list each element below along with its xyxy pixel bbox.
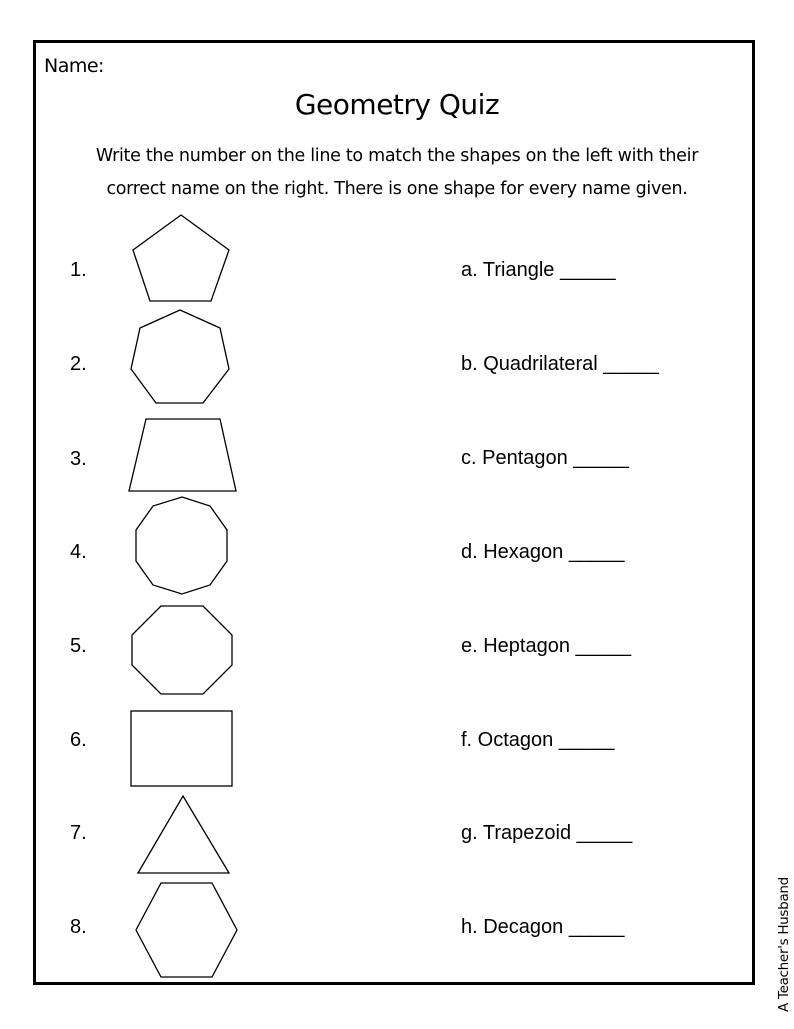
shape-number-4: 4. [70, 541, 87, 563]
answer-decagon: h. Decagon _____ [461, 916, 625, 938]
answer-pentagon: c. Pentagon _____ [461, 447, 629, 469]
answer-hexagon: d. Hexagon _____ [461, 541, 625, 563]
instructions-line-2: correct name on the right. There is one shape for every name given. [106, 179, 688, 199]
name-label: Name: [44, 55, 104, 77]
answer-octagon: f. Octagon _____ [461, 729, 615, 751]
page-title: Geometry Quiz [294, 88, 500, 121]
shape-number-5: 5. [70, 635, 87, 657]
hexagon-shape [136, 883, 237, 977]
answer-heptagon: e. Heptagon _____ [461, 635, 632, 657]
rectangle-shape [131, 711, 232, 786]
shape-number-8: 8. [70, 916, 87, 938]
shape-number-7: 7. [70, 822, 87, 844]
shape-number-3: 3. [70, 448, 87, 470]
heptagon-shape [131, 310, 229, 403]
shape-number-1: 1. [70, 259, 87, 281]
shape-number-6: 6. [70, 729, 87, 751]
answer-trapezoid: g. Trapezoid _____ [461, 822, 633, 844]
answer-triangle: a. Triangle _____ [461, 259, 616, 281]
instructions-line-1: Write the number on the line to match the shapes on the left with their [95, 146, 699, 166]
trapezoid-shape [129, 419, 236, 491]
credit-text: A Teacher's Husband [776, 877, 792, 1012]
triangle-shape [138, 796, 229, 873]
answer-quadrilateral: b. Quadrilateral _____ [461, 353, 659, 375]
pentagon-shape [133, 215, 229, 301]
octagon-shape [132, 606, 232, 694]
shape-number-2: 2. [70, 353, 87, 375]
decagon-shape [136, 497, 227, 594]
